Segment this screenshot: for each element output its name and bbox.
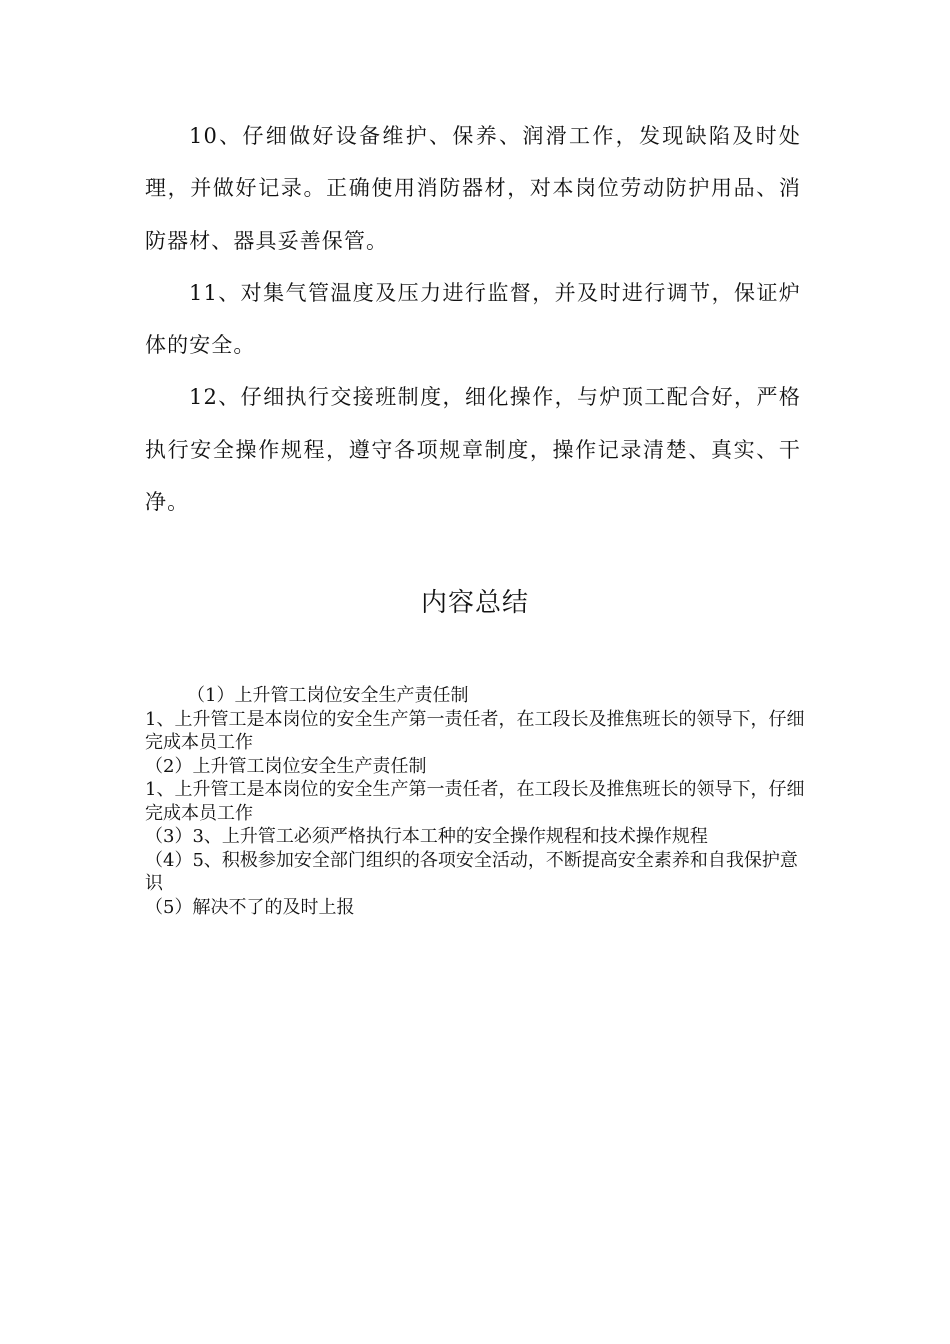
summary-line-7: （5）解决不了的及时上报 [145,896,355,918]
paragraph-11: 11、对集气管温度及压力进行监督，并及时进行调节，保证炉体的安全。 [145,280,801,358]
document-body [145,110,801,528]
summary-line-6: （4）5、积极参加安全部门组织的各项安全活动，不断提高安全素养和自我保护意识 [145,849,798,894]
paragraph-12: 12、仔细执行交接班制度，细化操作，与炉顶工配合好，严格执行安全操作规程，遵守各项规章制度，操作记录清楚、真实、干净。 [145,385,801,515]
summary-title: 内容总结 [420,588,529,618]
summary-line-2: 1、上升管工是本岗位的安全生产第一责任者，在工段长及推焦班长的领导下，仔细完成本员工作 [145,708,805,753]
summary-line-1: （1）上升管工岗位安全生产责任制 [187,685,469,706]
summary-line-4: 1、上升管工是本岗位的安全生产第一责任者，在工段长及推焦班长的领导下，仔细完成本员工作 [145,779,805,824]
paragraph-10: 10、仔细做好设备维护、保养、润滑工作，发现缺陷及时处理，并做好记录。正确使用消防器材，对本岗位劳动防护用品、消防器材、器具妥善保管。 [145,124,801,253]
summary-section [145,684,805,919]
summary-line-3: （2）上升管工岗位安全生产责任制 [145,755,427,777]
summary-line-5: （3）3、上升管工必须严格执行本工种的安全操作规程和技术操作规程 [145,826,708,847]
